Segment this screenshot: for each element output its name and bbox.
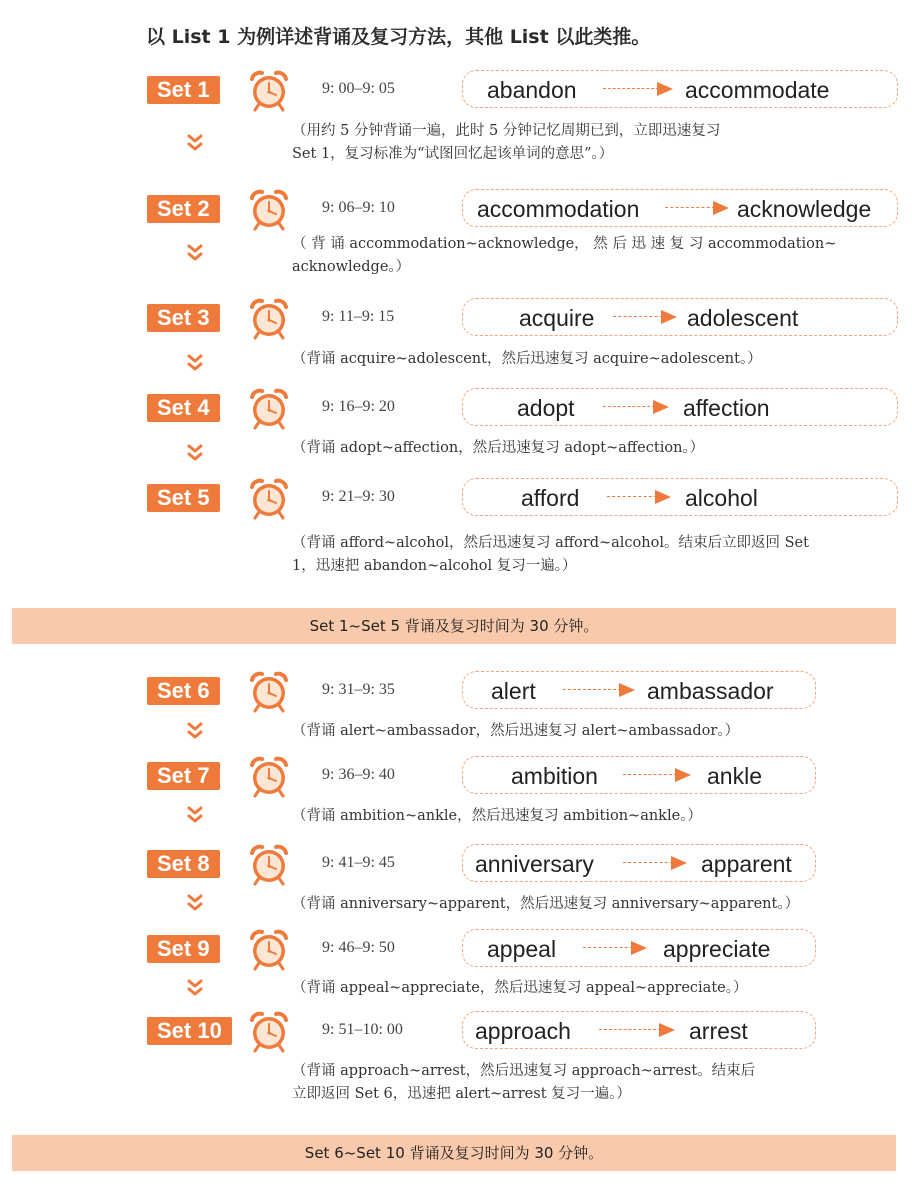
set-note (292, 348, 902, 371)
summary-bar (12, 1135, 896, 1171)
arrow-right-icon (623, 774, 691, 776)
set-row (0, 1009, 912, 1053)
time-range: 9: 21–9: 30 (322, 488, 395, 505)
arrow-line (613, 316, 663, 317)
double-chevron-down-icon (186, 718, 204, 748)
set-note (292, 805, 832, 828)
range-end-word: ankle (707, 763, 762, 789)
arrow-head (653, 400, 669, 414)
arrow-right-icon (623, 862, 687, 864)
note-line: （背诵 appeal~appreciate，然后迅速复习 appeal~appreciate。） (292, 980, 748, 996)
double-chevron-down-icon (186, 975, 204, 1005)
set-note (292, 1060, 832, 1106)
alarm-clock-icon (247, 187, 291, 231)
set-row (0, 476, 912, 520)
arrow-line (603, 88, 659, 89)
arrow-head (659, 1023, 675, 1037)
set-row (0, 927, 912, 971)
range-end-word: accommodate (685, 77, 830, 103)
word-range-box (462, 671, 816, 709)
time-range: 9: 46–9: 50 (322, 939, 395, 956)
set-row (0, 187, 912, 231)
note-line: 立即返回 Set 6，迅速把 alert~arrest 复习一遍。） (292, 1086, 631, 1102)
summary-text: Set 1~Set 5 背诵及复习时间为 30 分钟。 (309, 617, 599, 635)
double-chevron-down-icon (186, 890, 204, 920)
note-line: （背诵 anniversary~apparent，然后迅速复习 anniversary~apparent。） (292, 896, 800, 912)
summary-bar (12, 608, 896, 644)
range-start-word: accommodation (477, 196, 640, 222)
range-start-word: appeal (487, 936, 557, 962)
page-heading: 以 List 1 为例详述背诵及复习方法，其他 List 以此类推。 (146, 26, 651, 48)
arrow-head (661, 310, 677, 324)
alarm-clock-icon (247, 476, 291, 520)
arrow-line (623, 774, 677, 775)
time-range: 9: 51–10: 00 (322, 1021, 403, 1038)
range-end-word: alcohol (685, 485, 758, 511)
time-range: 9: 16–9: 20 (322, 398, 395, 415)
range-end-word: adolescent (687, 305, 799, 331)
set-label-badge: Set 10 (147, 1017, 232, 1045)
arrow-line (665, 207, 715, 208)
arrow-line (563, 689, 621, 690)
set-label-badge: Set 9 (147, 935, 220, 963)
arrow-head (631, 941, 647, 955)
set-label-badge: Set 6 (147, 677, 220, 705)
range-start-word: acquire (519, 305, 595, 331)
time-range: 9: 06–9: 10 (322, 199, 395, 216)
range-end-word: arrest (689, 1018, 748, 1044)
set-note (292, 977, 832, 1000)
arrow-head (657, 82, 673, 96)
alarm-clock-icon (247, 296, 291, 340)
note-line: （背诵 approach~arrest，然后迅速复习 approach~arrest。结束后 (292, 1063, 756, 1079)
range-end-word: affection (683, 395, 770, 421)
note-line: （背诵 adopt~affection，然后迅速复习 adopt~affection。） (292, 440, 705, 456)
arrow-line (603, 406, 655, 407)
set-row (0, 68, 912, 112)
time-range: 9: 31–9: 35 (322, 681, 395, 698)
time-range: 9: 41–9: 45 (322, 854, 395, 871)
range-end-word: ambassador (647, 678, 774, 704)
alarm-clock-icon (247, 68, 291, 112)
set-note (292, 120, 902, 166)
set-label-badge: Set 5 (147, 484, 220, 512)
range-start-word: ambition (511, 763, 598, 789)
time-range: 9: 11–9: 15 (322, 308, 395, 325)
double-chevron-down-icon (186, 130, 204, 160)
set-label-badge: Set 3 (147, 304, 220, 332)
set-label-badge: Set 2 (147, 195, 220, 223)
double-chevron-down-icon (186, 440, 204, 470)
summary-text: Set 6~Set 10 背诵及复习时间为 30 分钟。 (304, 1144, 604, 1162)
alarm-clock-icon (247, 669, 291, 713)
arrow-right-icon (613, 316, 677, 318)
arrow-line (599, 1029, 661, 1030)
alarm-clock-icon (247, 754, 291, 798)
alarm-clock-icon (247, 927, 291, 971)
word-range-box (462, 756, 816, 794)
arrow-right-icon (583, 947, 647, 949)
set-label-badge: Set 4 (147, 394, 220, 422)
double-chevron-down-icon (186, 350, 204, 380)
set-row (0, 842, 912, 886)
set-row (0, 386, 912, 430)
note-line: （背诵 ambition~ankle，然后迅速复习 ambition~ankle。） (292, 808, 702, 824)
arrow-head (671, 856, 687, 870)
arrow-right-icon (665, 207, 729, 209)
arrow-right-icon (603, 406, 669, 408)
note-line: （背诵 alert~ambassador，然后迅速复习 alert~ambassador。） (292, 723, 740, 739)
word-range-box (462, 1011, 816, 1049)
alarm-clock-icon (247, 386, 291, 430)
word-range-box (462, 70, 898, 108)
word-range-box (462, 844, 816, 882)
arrow-right-icon (603, 88, 673, 90)
range-end-word: appreciate (663, 936, 771, 962)
range-start-word: adopt (517, 395, 575, 421)
set-label-badge: Set 8 (147, 850, 220, 878)
word-range-box (462, 388, 898, 426)
note-line: 1，迅速把 abandon~alcohol 复习一遍。） (292, 558, 577, 574)
set-note (292, 720, 832, 743)
alarm-clock-icon (247, 1009, 291, 1053)
note-line: （ 背 诵 accommodation~acknowledge， 然 后 迅 速 复 习 accommodation~ (292, 236, 837, 252)
arrow-head (675, 768, 691, 782)
arrow-head (655, 490, 671, 504)
arrow-head (619, 683, 635, 697)
word-range-box (462, 298, 898, 336)
set-label-badge: Set 1 (147, 76, 220, 104)
range-start-word: afford (521, 485, 580, 511)
range-start-word: approach (475, 1018, 571, 1044)
range-end-word: apparent (701, 851, 792, 877)
set-row (0, 296, 912, 340)
set-row (0, 669, 912, 713)
range-start-word: anniversary (475, 851, 594, 877)
arrow-line (607, 496, 657, 497)
word-range-box (462, 189, 898, 227)
note-line: （用约 5 分钟背诵一遍，此时 5 分钟记忆周期已到，立即迅速复习 (292, 123, 721, 139)
arrow-right-icon (607, 496, 671, 498)
arrow-head (713, 201, 729, 215)
set-note (292, 893, 852, 916)
double-chevron-down-icon (186, 240, 204, 270)
time-range: 9: 00–9: 05 (322, 80, 395, 97)
range-start-word: abandon (487, 77, 577, 103)
note-line: （背诵 acquire~adolescent，然后迅速复习 acquire~adolescent。） (292, 351, 762, 367)
note-line: Set 1，复习标准为“试图回忆起该单词的意思”。） (292, 146, 614, 162)
arrow-line (583, 947, 633, 948)
note-line: （背诵 afford~alcohol，然后迅速复习 afford~alcohol。结束后立即返回 Set (292, 535, 809, 551)
set-row (0, 754, 912, 798)
set-note (292, 532, 902, 578)
time-range: 9: 36–9: 40 (322, 766, 395, 783)
alarm-clock-icon (247, 842, 291, 886)
word-range-box (462, 929, 816, 967)
set-note (292, 437, 902, 460)
arrow-line (623, 862, 673, 863)
range-start-word: alert (491, 678, 536, 704)
double-chevron-down-icon (186, 802, 204, 832)
arrow-right-icon (563, 689, 635, 691)
set-note (292, 233, 902, 279)
range-end-word: acknowledge (737, 196, 872, 222)
set-label-badge: Set 7 (147, 762, 220, 790)
note-line: acknowledge。） (292, 259, 411, 275)
arrow-right-icon (599, 1029, 675, 1031)
word-range-box (462, 478, 898, 516)
